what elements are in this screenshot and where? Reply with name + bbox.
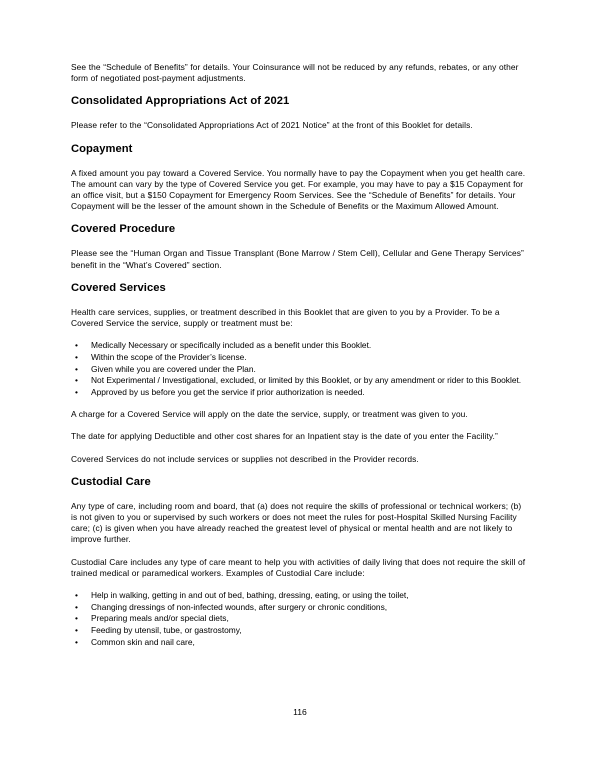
list-item (71, 352, 530, 363)
list-item (71, 625, 530, 636)
list-item (71, 637, 530, 648)
heading-covered-procedure: Covered Procedure (71, 223, 176, 236)
list-item (71, 375, 530, 386)
paragraph-custodial-care-definition: Any type of care, including room and board, that (a) does not require the skills of professional or technical workers; (b) is not given to you or supervised by such workers or does not meet the rules for post-Hospital Skilled Nursing Facility care; (c) is given when you have already reached the greatest level of physical or mental health and are not likely to improve further. (71, 500, 522, 545)
bullet-icon: • (75, 387, 78, 398)
paragraph-copayment: A fixed amount you pay toward a Covered Service. You normally have to pay the Copayment when you get health care. The amount can vary by the type of Covered Service you get. For example, you may have to pay a $15 Copayment for an office visit, but a $150 Copayment for Emergency Room Services. See the “Schedule of Benefits” for details. Your Copayment will be the lesser of the amount shown in the Schedule of Benefits or the Maximum Allowed Amount. (71, 167, 526, 212)
list-item-label: Common skin and nail care, (91, 636, 195, 647)
list-item (71, 364, 530, 375)
list-item (71, 340, 530, 351)
bullet-icon: • (75, 613, 78, 624)
paragraph-charge-date: A charge for a Covered Service will apply on the date the service, supply, or treatment was given to you. (71, 409, 468, 420)
heading-covered-services: Covered Services (71, 281, 166, 294)
list-item (71, 387, 530, 398)
heading-copayment: Copayment (71, 142, 133, 155)
bullet-icon: • (75, 340, 78, 351)
paragraph-deductible-date: The date for applying Deductible and other cost shares for an Inpatient stay is the date of you enter the Facility.” (71, 431, 498, 442)
list-covered-service-requirements (71, 340, 530, 398)
paragraph-consolidated-appropriations-act: Please refer to the “Consolidated Appropriations Act of 2021 Notice” at the front of this Booklet for details. (71, 120, 473, 131)
list-item-label: Help in walking, getting in and out of bed, bathing, dressing, eating, or using the toilet, (91, 590, 409, 601)
list-custodial-care-examples (71, 590, 530, 648)
paragraph-covered-services-intro: Health care services, supplies, or treatment described in this Booklet that are given to you by a Provider. To be a Covered Service the service, supply or treatment must be: (71, 306, 500, 329)
list-item-label: Approved by us before you get the service if prior authorization is needed. (91, 387, 365, 398)
page-number: 116 (293, 707, 307, 717)
list-item-label: Preparing meals and/or special diets, (91, 613, 229, 624)
document-body (71, 62, 530, 648)
paragraph-schedule-of-benefits: See the “Schedule of Benefits” for details. Your Coinsurance will not be reduced by any refunds, rebates, or any other form of negotiated post-payment adjustments. (71, 62, 519, 84)
list-item-label: Given while you are covered under the Plan. (91, 363, 256, 374)
list-item (71, 613, 530, 624)
heading-custodial-care: Custodial Care (71, 475, 151, 488)
bullet-icon: • (75, 636, 78, 647)
paragraph-covered-procedure: Please see the “Human Organ and Tissue Transplant (Bone Marrow / Stem Cell), Cellular and Gene Therapy Services” benefit in the “What’s Covered” section. (71, 248, 524, 270)
list-item-label: Feeding by utensil, tube, or gastrostomy, (91, 625, 242, 636)
list-item-label: Within the scope of the Provider’s license. (91, 351, 247, 362)
bullet-icon: • (75, 590, 78, 601)
bullet-icon: • (75, 375, 78, 386)
paragraph-covered-services-exclusion: Covered Services do not include services or supplies not described in the Provider records. (71, 453, 419, 464)
list-item (71, 590, 530, 601)
bullet-icon: • (75, 601, 78, 612)
list-item (71, 602, 530, 613)
list-item-label: Not Experimental / Investigational, excluded, or limited by this Booklet, or by any amendment or rider to this Booklet. (91, 375, 522, 386)
list-item-label: Medically Necessary or specifically included as a benefit under this Booklet. (91, 340, 372, 351)
bullet-icon: • (75, 351, 78, 362)
heading-consolidated-appropriations-act: Consolidated Appropriations Act of 2021 (71, 95, 290, 108)
list-item-label: Changing dressings of non-infected wounds, after surgery or chronic conditions, (91, 601, 388, 612)
bullet-icon: • (75, 363, 78, 374)
paragraph-custodial-care-examples-intro: Custodial Care includes any type of care meant to help you with activities of daily living that does not require the skill of trained medical or paramedical workers. Examples of Custodial Care include: (71, 556, 526, 578)
bullet-icon: • (75, 625, 78, 636)
